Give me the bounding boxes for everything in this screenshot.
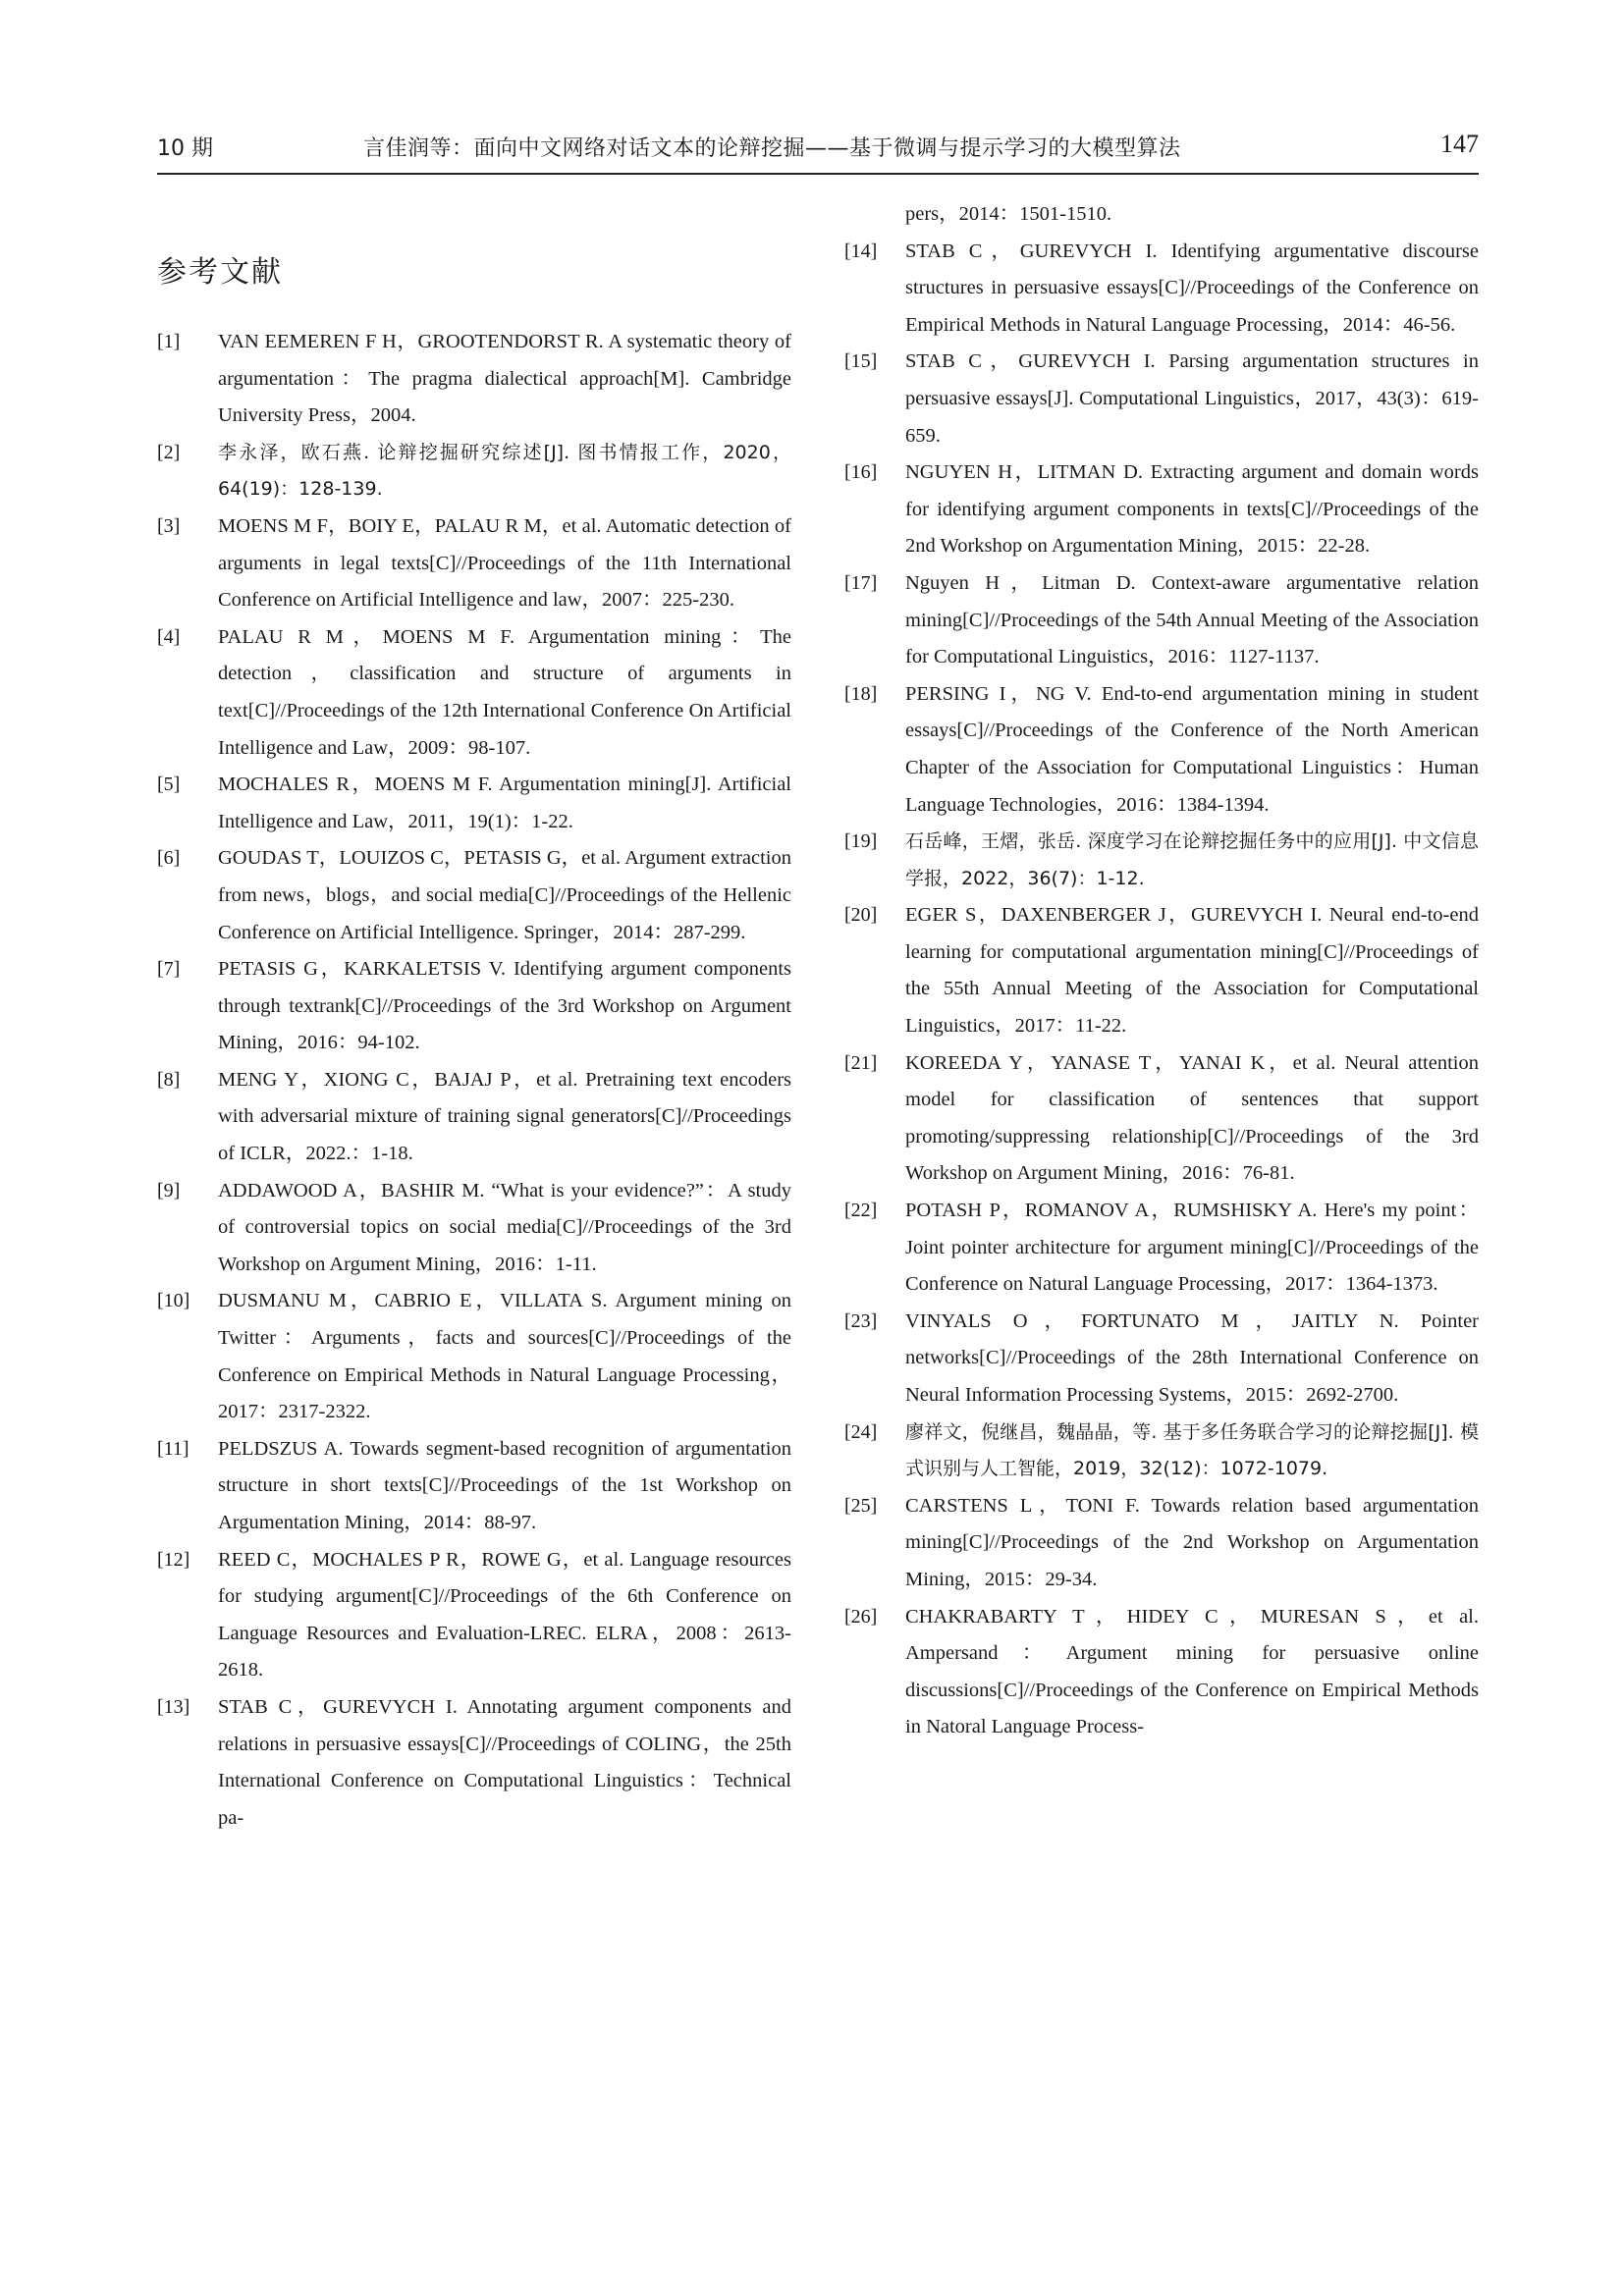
reference-number: [20] [844,904,878,927]
reference-number: [6] [157,847,181,870]
reference-item [844,565,1479,676]
reference-number: [5] [157,774,181,796]
reference-text: Nguyen H，Litman D. Context-aware argumentative relation mining[C]//Proceedings of the 54th Annual Meeting of the Association for Computational Linguistics，2016：1127-1137. [905,571,1479,668]
reference-text: MOCHALES R，MOENS M F. Argumentation mining[J]. Artificial Intelligence and Law，2011，19(1)：1-22. [218,774,791,832]
reference-item [157,1689,791,1837]
reference-item [844,1045,1479,1193]
reference-text: ADDAWOOD A，BASHIR M. “What is your evidence?”：A study of controversial topics on social media[C]//Proceedings of the 3rd Workshop on Argument Mining，2016：1-11. [218,1179,791,1275]
reference-item [844,897,1479,1044]
reference-item [844,1415,1479,1488]
reference-text: MOENS M F，BOIY E，PALAU R M，et al. Automatic detection of arguments in legal texts[C]//Proceedings of the 11th International Conference on Artificial Intelligence and law，2007：225-230. [218,514,791,612]
reference-text: STAB C，GUREVYCH I. Annotating argument components and relations in persuasive essays[C]//Proceedings of COLING，the 25th International Conference on Computational Linguistics：Technical pa- [218,1695,791,1829]
page-number: 147 [1440,130,1479,158]
reference-text: CHAKRABARTY T，HIDEY C，MURESAN S，et al. Ampersand：Argument mining for persuasive online discussions[C]//Proceedings of the Conference on Empirical Methods in Natoral Language Process- [905,1605,1479,1738]
reference-number: [23] [844,1309,878,1332]
reference-number: [17] [844,571,878,594]
reference-item [157,840,791,951]
reference-list-left [157,324,791,1837]
reference-number: [18] [844,682,878,705]
reference-item [157,1062,791,1173]
reference-number: [21] [844,1051,878,1074]
reference-number: [14] [844,240,878,262]
reference-number: [26] [844,1605,878,1628]
running-title: 言佳润等：面向中文网络对话文本的论辩挖掘——基于微调与提示学习的大模型算法 [363,136,1181,161]
reference-item [844,234,1479,345]
reference-text: NGUYEN H，LITMAN D. Extracting argument and domain words for identifying argument components in texts[C]//Proceedings of the 2nd Workshop on Argumentation Mining，2015：22-28. [905,461,1479,558]
reference-item [157,1173,791,1284]
reference-number: [8] [157,1068,181,1091]
reference-text: PALAU R M，MOENS M F. Argumentation mining：The detection，classification and structure of arguments in text[C]//Proceedings of the 12th International Conference On Artificial Intelligence and Law，2009：98-107. [218,625,791,759]
reference-number: [3] [157,514,181,537]
reference-item [844,1304,1479,1415]
reference-text: EGER S，DAXENBERGER J，GUREVYCH I. Neural end-to-end learning for computational argumentation mining[C]//Proceedings of the 55th Annual Meeting of the Association for Computational Linguistics，2017：11-22. [905,904,1479,1038]
reference-item [844,454,1479,565]
reference-number: [10] [157,1290,190,1312]
reference-text: GOUDAS T，LOUIZOS C，PETASIS G，et al. Argument extraction from news，blogs，and social media[C]//Proceedings of the Hellenic Conference on Artificial Intelligence. Springer，2014：287-299. [218,847,791,943]
reference-item [157,619,791,767]
reference-item [157,324,791,435]
reference-number: [16] [844,461,878,484]
reference-number: [11] [157,1437,189,1460]
reference-text: CARSTENS L，TONI F. Towards relation based argumentation mining[C]//Proceedings of the 2nd Workshop on Argumentation Mining，2015：29-34. [905,1494,1479,1590]
reference-text: VINYALS O，FORTUNATO M，JAITLY N. Pointer networks[C]//Proceedings of the 28th International Conference on Neural Information Processing Systems，2015：2692-2700. [905,1309,1479,1406]
reference-item [157,1283,791,1430]
reference-item [844,1488,1479,1599]
reference-text: 廖祥文，倪继昌，魏晶晶，等. 基于多任务联合学习的论辩挖掘[J]. 模式识别与人工智能，2019，32(12)：1072-1079. [905,1420,1479,1480]
reference-number: [1] [157,331,181,352]
issue-label: 10 期 [157,136,213,161]
reference-text: STAB C，GUREVYCH I. Identifying argumentative discourse structures in persuasive essays[C]//Proceedings of the Conference on Empirical Methods in Natural Language Processing，2014：46-56. [905,240,1479,336]
reference-number: [12] [157,1548,190,1571]
reference-number: [4] [157,625,181,648]
reference-text: REED C，MOCHALES P R，ROWE G，et al. Language resources for studying argument[C]//Proceedings of the 6th Conference on Language Resources and Evaluation-LREC. ELRA，2008：2613-2618. [218,1548,791,1682]
reference-text: STAB C，GUREVYCH I. Parsing argumentation structures in persuasive essays[J]. Computational Linguistics，2017，43(3)：619-659. [905,350,1479,447]
reference-item [157,951,791,1062]
reference-number: [7] [157,958,181,981]
reference-list-right [844,234,1479,1746]
reference-number: [13] [157,1695,190,1718]
reference-text: MENG Y，XIONG C，BAJAJ P，et al. Pretraining text encoders with adversarial mixture of training signal generators[C]//Proceedings of ICLR，2022.：1-18. [218,1068,791,1165]
reference-item [157,435,791,508]
reference-text: PELDSZUS A. Towards segment-based recognition of argumentation structure in short texts[C]//Proceedings of the 1st Workshop on Argumentation Mining，2014：88-97. [218,1437,791,1533]
reference-item [844,676,1479,824]
reference-text: PERSING I，NG V. End-to-end argumentation mining in student essays[C]//Proceedings of the Conference of the North American Chapter of the Association for Computational Linguistics：Human Language Technologies，2016：1384-1394. [905,682,1479,816]
reference-number: [15] [844,350,878,373]
reference-item [844,1193,1479,1304]
reference-text: POTASH P，ROMANOV A，RUMSHISKY A. Here's my point：Joint pointer architecture for argument mining[C]//Proceedings of the Conference on Natural Language Processing，2017：1364-1373. [905,1200,1479,1296]
reference-number: [25] [844,1494,878,1517]
left-column [157,196,791,1837]
reference-number: [22] [844,1200,878,1222]
reference-continuation: pers，2014：1501-1510. [905,203,1112,225]
reference-item [157,1542,791,1689]
reference-text: PETASIS G，KARKALETSIS V. Identifying argument components through textrank[C]//Proceedings of the 3rd Workshop on Argument Mining，2016：94-102. [218,958,791,1054]
reference-text: VAN EEMEREN F H，GROOTENDORST R. A systematic theory of argumentation：The pragma dialectical approach[M]. Cambridge University Press，2004. [218,331,791,427]
reference-number: [2] [157,441,181,463]
right-column [844,196,1479,1746]
reference-item [157,1431,791,1542]
reference-item [157,767,791,840]
reference-item [844,1599,1479,1746]
reference-item [157,508,791,619]
reference-text: DUSMANU M，CABRIO E，VILLATA S. Argument mining on Twitter：Arguments，facts and sources[C]//Proceedings of the Conference on Empirical Methods in Natural Language Processing，2017：2317-2322. [218,1290,791,1423]
reference-number: [24] [844,1420,878,1443]
reference-item [844,824,1479,897]
references-heading: 参考文献 [157,255,283,290]
reference-item [844,344,1479,454]
reference-text: 石岳峰，王熠，张岳. 深度学习在论辩挖掘任务中的应用[J]. 中文信息学报，2022，36(7)：1-12. [905,830,1479,889]
running-header [157,126,1479,175]
reference-number: [9] [157,1179,181,1201]
reference-text: 李永泽，欧石燕. 论辩挖掘研究综述[J]. 图书情报工作，2020，64(19)：128-139. [218,441,791,501]
reference-text: KOREEDA Y，YANASE T，YANAI K，et al. Neural attention model for classification of sentences that support promoting/suppressing relationship[C]//Proceedings of the 3rd Workshop on Argument Mining，2016：76-81. [905,1051,1479,1185]
reference-number: [19] [844,830,878,853]
